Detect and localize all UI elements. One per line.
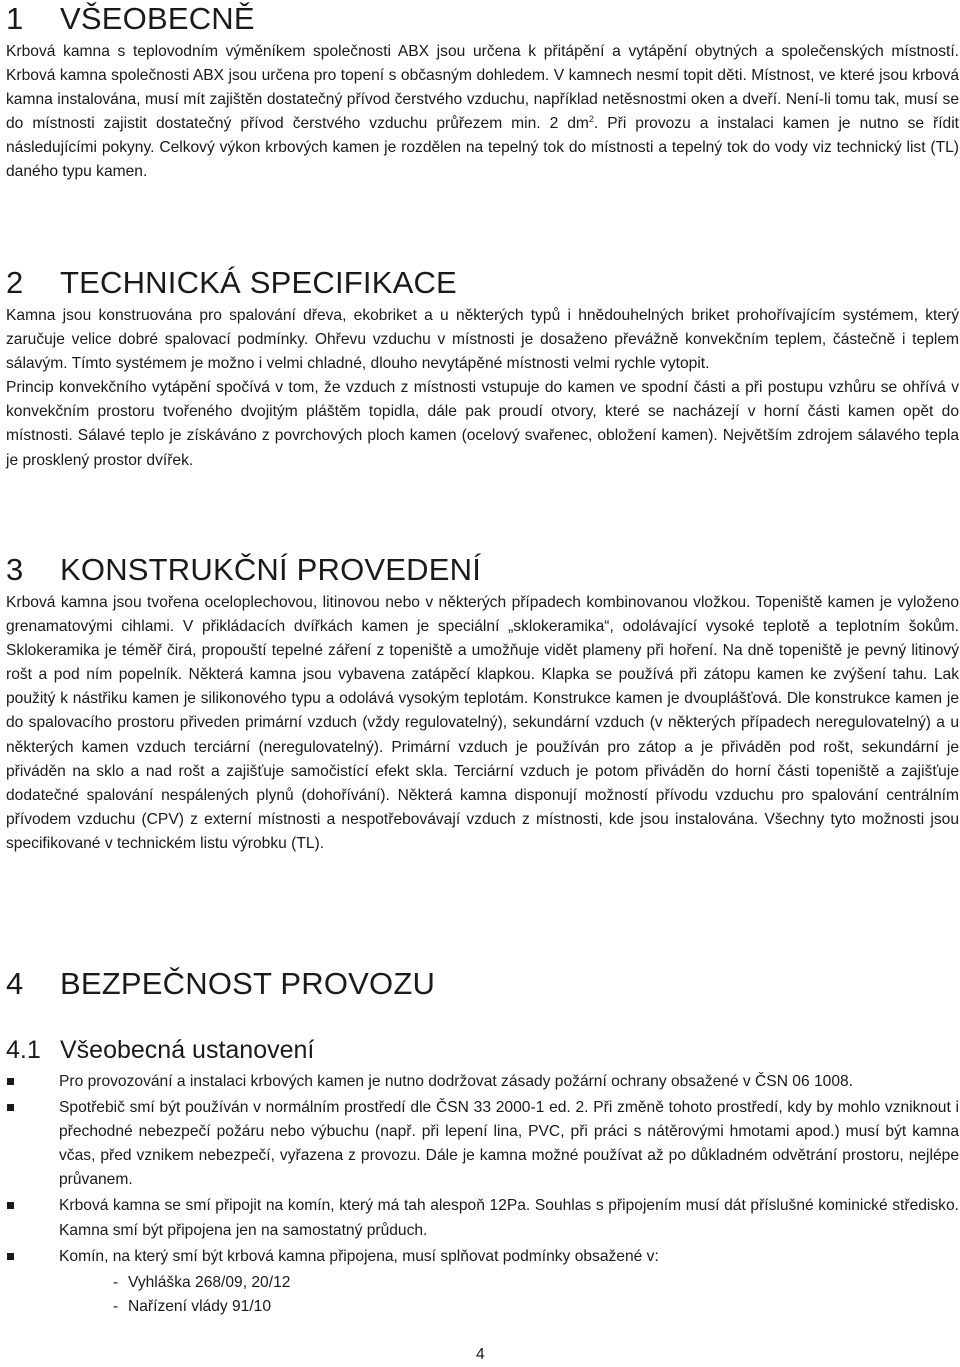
list-item — [6, 1070, 959, 1094]
section-title: VŠEOBECNĚ — [60, 1, 255, 36]
dash-item-text: Vyhláška 268/09, 20/12 — [128, 1273, 291, 1291]
section-number: 1 — [6, 1, 24, 36]
section-number: 4 — [6, 966, 24, 1001]
section-number: 3 — [6, 552, 24, 587]
square-bullet-icon — [7, 1202, 14, 1209]
subsection-title: Všeobecná ustanovení — [60, 1036, 315, 1064]
square-bullet-icon — [7, 1104, 14, 1111]
paragraph: Kamna jsou konstruována pro spalování dřeva, ekobriket a u některých typů i hnědouhelných briket prohořívajícím systémem, který zaručuje velice dobré spalovací podmínky. Ohřevu vzduchu v místnosti je dosaženo převážně konvekčním teplem, částečně i teplem sálavým. Tímto systémem je možno i velmi chladné, dlouho nevytápěné místnosti velmi rychle vytopit. — [6, 307, 959, 373]
paragraph: Krbová kamna jsou tvořena oceloplechovou, litinovou nebo v některých případech kombinovanou vložkou. Topeniště kamen je vyloženo grenamatovými cihlami. V přikládacích dvířkách kamen je speciální „sklokeramika“, odolávající vysoké teplotě a teplotním šokům. Sklokeramika je téměř čirá, propouští tepelné záření z topeniště a umožňuje vidět plameny při hoření. Na dně topeniště je pevný litinový rošt a pod ním popelník. Některá kamna jsou vybavena zatápěcí klapkou. Klapka se používá při zátopu kamen ke zvýšení tahu. Lak použitý k nástřiku kamen je silikonového typu a odolává vysokým teplotám. Konstrukce kamen je dvouplášťová. Dle konstrukce kamen je do spalovacího prostoru přiveden primární vzduch (vždy regulovatelný), sekundární vzduch (v některých případech neregulovatelný) a u některých kamen vzduch terciární (neregulovatelný). Primární vzduch je používán pro zátop a je přiváděn pod rošt, sekundární je přiváděn na sklo a nad rošt a zajišťuje samočistící efekt skla. Terciární vzduch je potom přiváděn do horní části topeniště a zajišťuje dodatečné spalování nespálených plynů (dohořívání). Některá kamna disponují možností přívodu vzduchu pro spalování centrálním přívodem vzduchu (CPV) z externí místnosti a nespotřebovávají vzduch z místnosti, kde jsou instalována. Všechny tyto možnosti jsou specifikované v technickém listu výrobku (TL). — [6, 594, 959, 852]
list-item — [6, 1194, 959, 1242]
subsection-number: 4.1 — [6, 1036, 41, 1064]
dash-list-item — [113, 1295, 959, 1319]
subsection-vseobecna-ustanoveni — [6, 1034, 959, 1319]
section-title: TECHNICKÁ SPECIFIKACE — [60, 265, 457, 300]
paragraph-text: . Při provozu a instalaci kamen je nutno se řídit následujícími pokyny. Celkový výkon krbových kamen je rozdělen na tepelný tok do místnosti a tepelný tok do vody viz technický list (TL) daného typu kamen. — [6, 115, 960, 181]
square-bullet-icon — [7, 1253, 14, 1260]
list-item-text: Spotřebič smí být používán v normálním prostředí dle ČSN 33 2000-1 ed. 2. Při změně tohoto prostředí, kdy by mohlo vzniknout i přechodné nebezpečí požáru nebo výbuchu (např. při lepení lina, PVC, při práci s nátěrovými hmotami apod.) musí být kamna včas, před vznikem nebezpečí, vyřazena z provozu. Dále je kamna možné používat až po důkladném odvětrání prostoru, nejlépe průvanem. — [59, 1099, 959, 1189]
section-konstrukcni-provedeni — [6, 551, 959, 856]
dash-marker: - — [113, 1273, 119, 1291]
section-number: 2 — [6, 265, 24, 300]
section-heading — [6, 965, 435, 1003]
section-heading — [6, 264, 959, 304]
page-number: 4 — [476, 1346, 485, 1363]
section-heading — [6, 551, 959, 591]
section-heading — [6, 0, 959, 40]
section-vseobecne — [6, 0, 959, 185]
dash-item-text: Nařízení vlády 91/10 — [128, 1297, 272, 1315]
dash-list-item — [113, 1271, 959, 1295]
section-title: BEZPEČNOST PROVOZU — [60, 966, 436, 1001]
dash-list — [6, 1271, 959, 1319]
list-item — [6, 1245, 959, 1269]
dash-marker: - — [113, 1297, 119, 1315]
paragraph-text: Krbová kamna s teplovodním výměníkem společnosti ABX jsou určena k přitápění a vytápění obytných a společenských místností. Krbová kamna společnosti ABX jsou určena pro topení s občasným dohledem. V kamnech nesmí topit děti. Místnost, ve které jsou krbová kamna instalována, musí mít zajištěn dostatečný přívod čerstvého vzduchu, například netěsnostmi oken a dveří. Není-li tomu tak, musí se do místnosti zajistit dostatečný přívod čerstvého vzduchu průřezem min. 2 dm — [6, 43, 959, 133]
superscript: 2 — [588, 114, 594, 125]
subsection-heading — [6, 1034, 959, 1068]
section-bezpecnost-provozu — [6, 965, 435, 1003]
list-item-text: Krbová kamna se smí připojit na komín, který má tah alespoň 12Pa. Souhlas s připojením musí dát příslušné kominické středisko. Kamna smí být připojena jen na samostatný průduch. — [59, 1197, 959, 1239]
square-bullet-icon — [7, 1078, 14, 1085]
list-item-text: Komín, na který smí být krbová kamna připojena, musí splňovat podmínky obsažené v: — [59, 1247, 659, 1265]
paragraph: Princip konvekčního vytápění spočívá v tom, že vzduch z místnosti vstupuje do kamen ve spodní části a při postupu vzhůru se ohřívá v konvekčním prostoru tvořeného dvojitým pláštěm topidla, dále pak proudí otvory, které se nacházejí v horní části kamen opět do místnosti. Sálavé teplo je získáváno z povrchových ploch kamen (ocelový svařenec, obložení kamen). Největším zdrojem sálavého tepla je prosklený prostor dvířek. — [6, 379, 959, 469]
list-item-text: Pro provozování a instalaci krbových kamen je nutno dodržovat zásady požární ochrany obsažené v ČSN 06 1008. — [59, 1073, 854, 1090]
paragraph — [6, 40, 959, 185]
section-title: KONSTRUKČNÍ PROVEDENÍ — [60, 552, 482, 587]
bullet-list — [6, 1070, 959, 1269]
list-item — [6, 1096, 959, 1192]
section-technicka-specifikace — [6, 264, 959, 473]
